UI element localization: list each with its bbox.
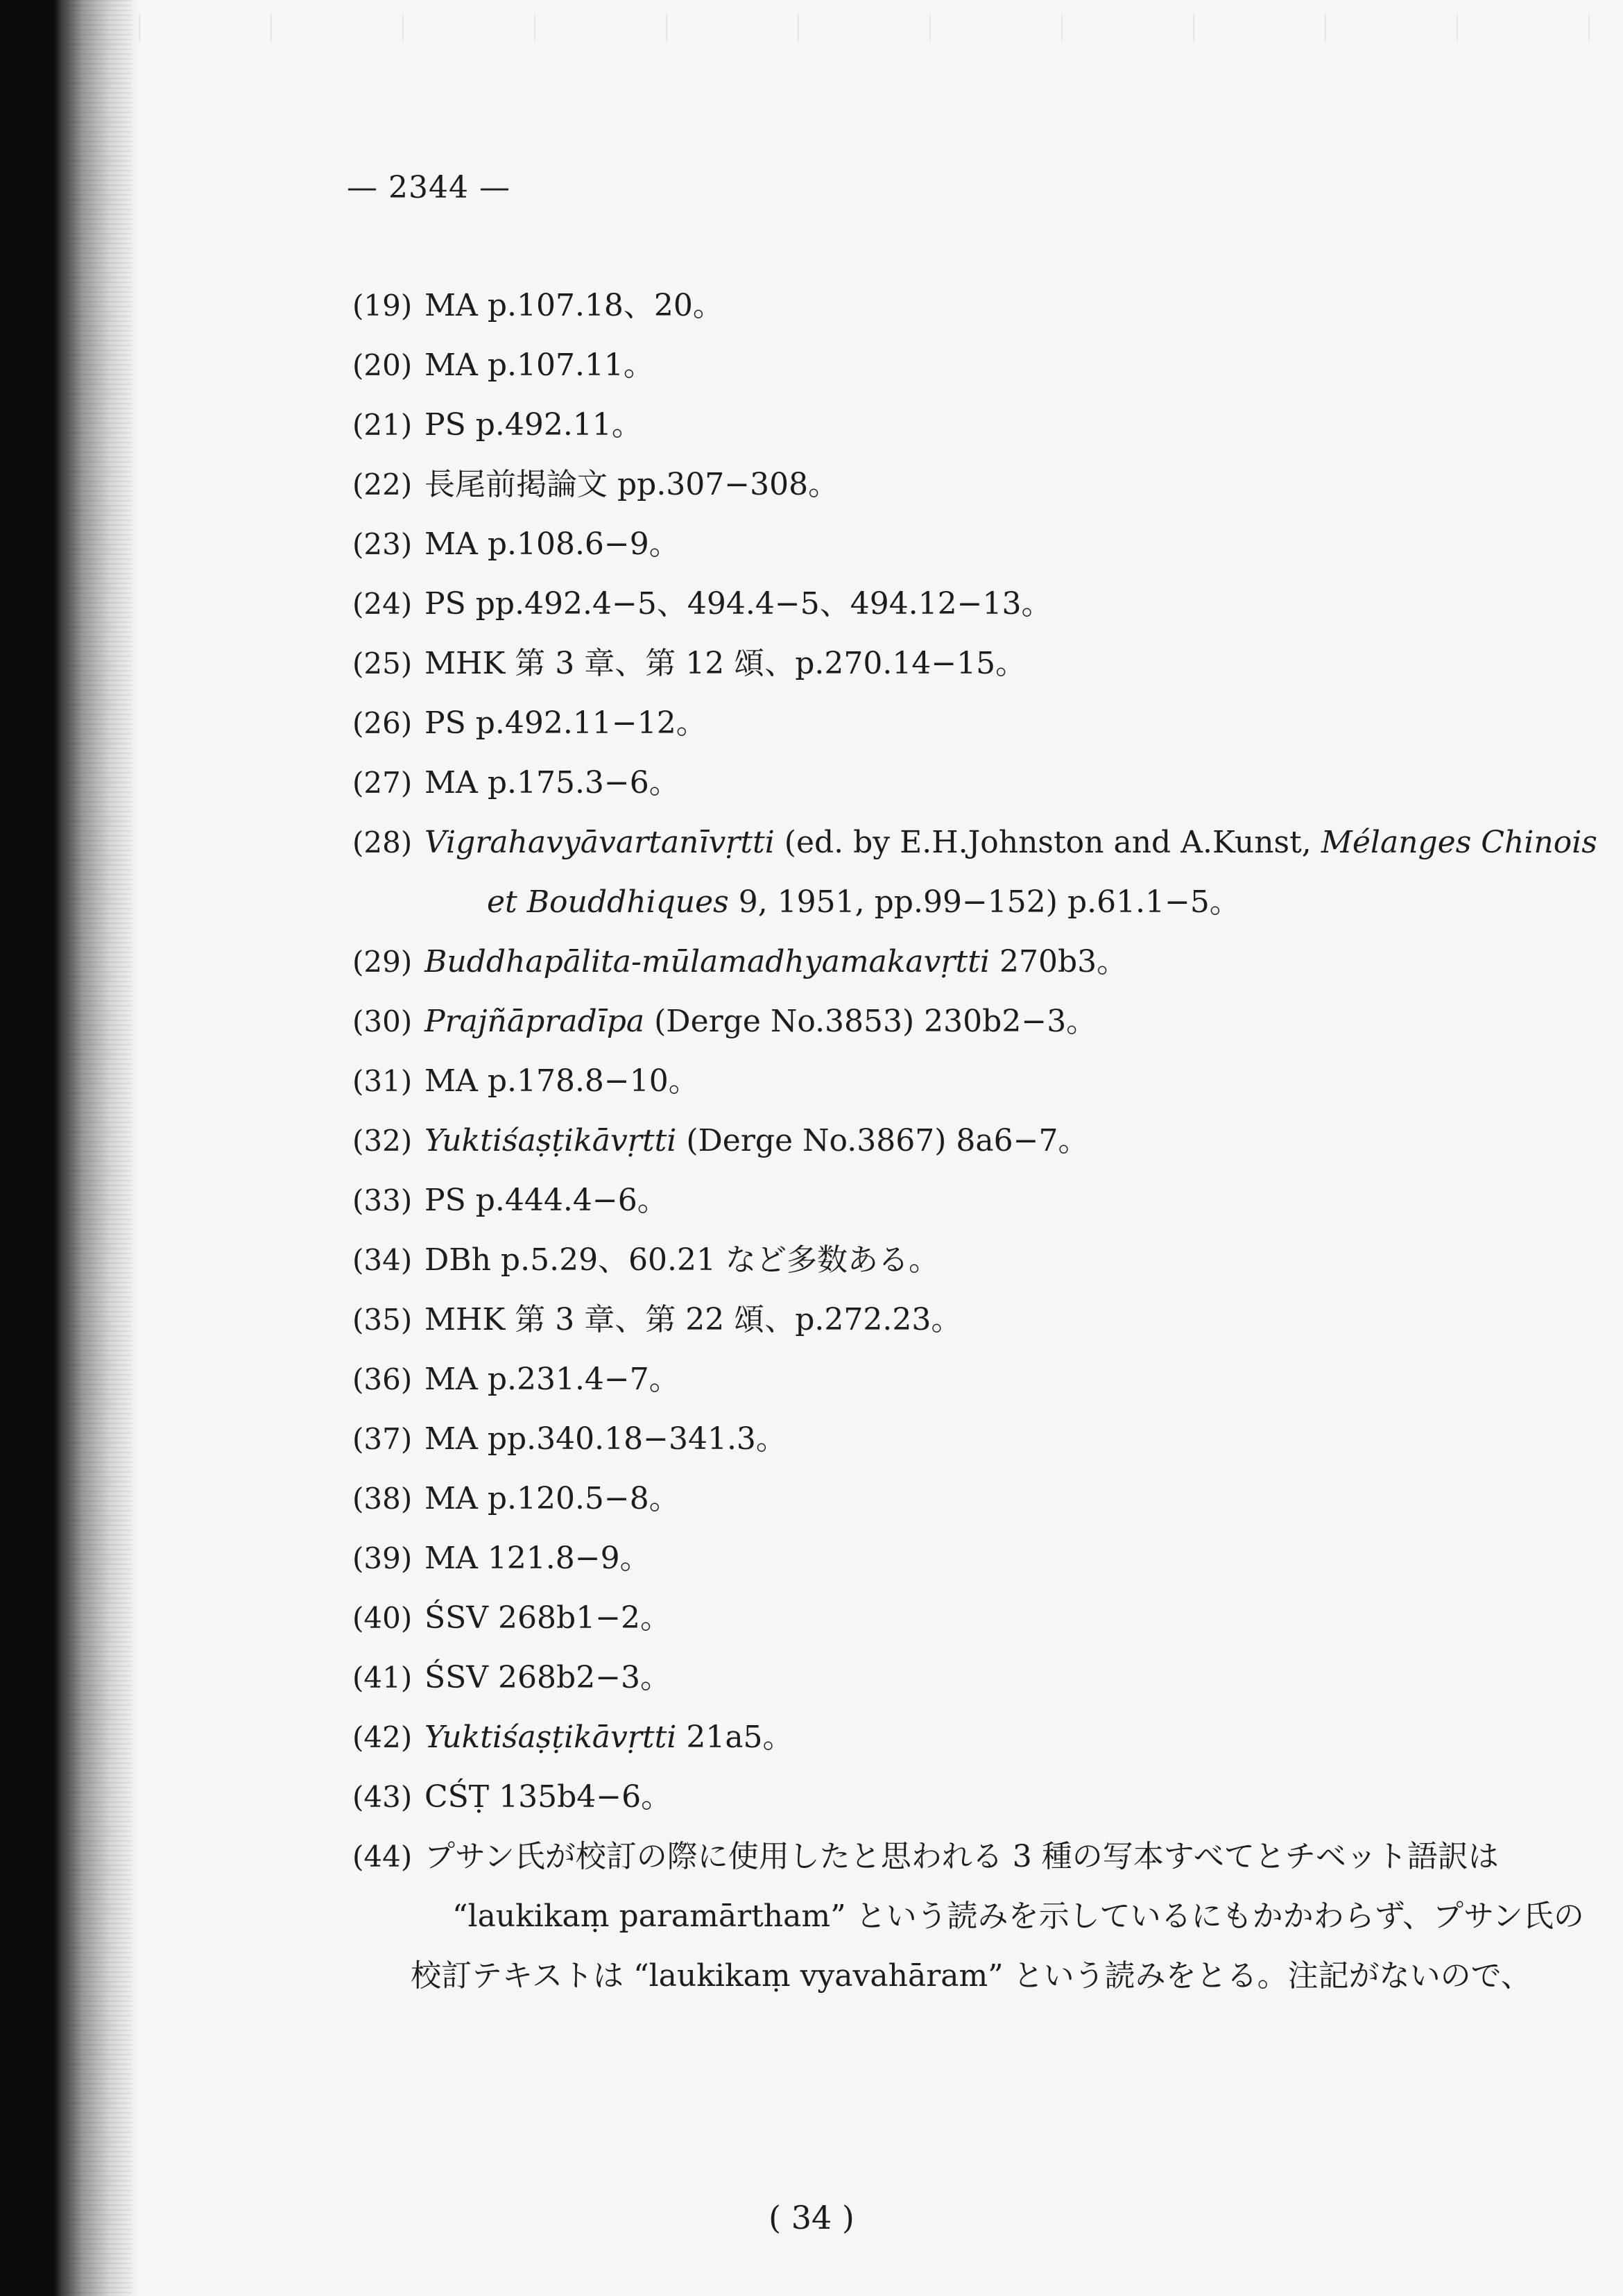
- endnote-item: [352, 992, 1566, 1052]
- endnote-text: [424, 276, 1566, 336]
- endnote-text: [424, 1410, 1566, 1469]
- italic-title: Yuktiśaṣṭikāvṛtti: [424, 1123, 677, 1158]
- citation-text: MA p.107.11。: [424, 348, 654, 383]
- citation-text: 21a5。: [676, 1720, 793, 1755]
- citation-text: MA pp.340.18−341.3。: [424, 1421, 787, 1457]
- endnote-number: (26): [352, 706, 413, 740]
- endnote-number: (19): [352, 289, 413, 323]
- endnote-text: [424, 813, 1597, 932]
- endnote-number: (24): [352, 587, 413, 621]
- endnote-item: [352, 1708, 1566, 1767]
- page-title: — 2344 —: [347, 170, 510, 205]
- endnote-number: (44): [352, 1840, 413, 1874]
- endnote-item: [352, 1588, 1566, 1648]
- endnote-text: [424, 1708, 1566, 1767]
- endnote-number: (40): [352, 1601, 413, 1635]
- endnote-item: [352, 694, 1566, 753]
- endnote-number: (21): [352, 408, 413, 442]
- footer-page-number: ( 34 ): [768, 2199, 855, 2236]
- citation-text: DBh p.5.29、60.21 など多数ある。: [424, 1242, 940, 1278]
- endnote-text: [424, 1231, 1566, 1290]
- citation-text: MHK 第 3 章、第 22 頌、p.272.23。: [424, 1302, 962, 1337]
- endnote-number: (20): [352, 348, 413, 382]
- citation-text: PS pp.492.4−5、494.4−5、494.12−13。: [424, 586, 1052, 622]
- endnote-item: [352, 1171, 1566, 1231]
- endnote-number: (27): [352, 766, 413, 800]
- endnote-number: (36): [352, 1362, 413, 1396]
- endnote-item: [352, 1529, 1566, 1588]
- citation-text: PS p.444.4−6。: [424, 1183, 668, 1218]
- endnote-item: [352, 515, 1566, 574]
- endnote-item: [352, 1827, 1584, 2006]
- citation-text: MHK 第 3 章、第 12 頌、p.270.14−15。: [424, 646, 1027, 681]
- italic-title: Yuktiśaṣṭikāvṛtti: [424, 1720, 677, 1755]
- endnote-text: [424, 932, 1566, 992]
- endnote-item: [352, 1231, 1566, 1290]
- endnote-item: [352, 1648, 1566, 1708]
- citation-text: (ed. by E.H.Johnston and A.Kunst,: [774, 825, 1321, 860]
- endnote-number: (43): [352, 1780, 413, 1814]
- endnote-text: [424, 1529, 1566, 1588]
- italic-title: Buddhapālita-mūlamadhyamakavṛtti: [424, 944, 990, 979]
- citation-text: (Derge No.3867) 8a6−7。: [676, 1123, 1089, 1158]
- endnote-item: [352, 1052, 1566, 1111]
- endnote-number: (30): [352, 1004, 413, 1038]
- endnote-text: [424, 574, 1566, 634]
- citation-text: MA 121.8−9。: [424, 1541, 651, 1576]
- endnote-number: (39): [352, 1541, 413, 1575]
- endnote-number: (34): [352, 1243, 413, 1277]
- endnote-text: [424, 1111, 1566, 1171]
- endnote-text: [424, 336, 1566, 395]
- endnote-item: [352, 753, 1566, 813]
- citation-text: MA p.231.4−7。: [424, 1362, 680, 1397]
- endnote-text: [424, 634, 1566, 694]
- endnote-text: [424, 694, 1566, 753]
- endnote-item: [352, 813, 1597, 932]
- endnote-item: [352, 634, 1566, 694]
- endnote-item: [352, 574, 1566, 634]
- endnote-text: [424, 1648, 1566, 1708]
- citation-text: PS p.492.11。: [424, 407, 642, 443]
- endnote-number: (32): [352, 1124, 413, 1158]
- endnote-text: [424, 455, 1566, 515]
- citation-text: MA p.175.3−6。: [424, 765, 680, 800]
- endnote-number: (22): [352, 468, 413, 502]
- endnote-item: [352, 1111, 1566, 1171]
- endnote-item: [352, 1410, 1566, 1469]
- scan-top-specks: [139, 14, 1595, 42]
- citation-text: MA p.178.8−10。: [424, 1063, 699, 1099]
- citation-text: ŚSV 268b1−2。: [424, 1600, 671, 1636]
- citation-text: ŚSV 268b2−3。: [424, 1660, 671, 1695]
- endnote-number: (41): [352, 1661, 413, 1695]
- endnote-text: [424, 992, 1566, 1052]
- italic-title: Vigrahavyāvartanīvṛtti: [424, 825, 775, 860]
- endnote-number: (35): [352, 1303, 413, 1337]
- endnote-text: [424, 1052, 1566, 1111]
- italic-title: Prajñāpradīpa: [424, 1004, 645, 1039]
- endnote-text: [424, 1171, 1566, 1231]
- endnote-number: (25): [352, 646, 413, 680]
- citation-text: CŚṬ 135b4−6。: [424, 1779, 672, 1815]
- endnote-number: (33): [352, 1183, 413, 1217]
- endnote-continuation: [487, 873, 1597, 932]
- citation-text: 9, 1951, pp.99−152) p.61.1−5。: [728, 884, 1240, 920]
- endnote-item: [352, 395, 1566, 455]
- citation-text: 270b3。: [990, 944, 1128, 979]
- endnote-line: 校訂テキストは “laukikaṃ vyavahāram” という読みをとる。注記がないので、: [411, 1958, 1531, 1994]
- scan-binding-texture: [62, 0, 132, 2296]
- endnote-number: (29): [352, 945, 413, 979]
- citation-text: MA p.107.18、20。: [424, 288, 723, 323]
- citation-text: MA p.108.6−9。: [424, 526, 680, 562]
- endnote-text: [424, 1290, 1566, 1350]
- italic-title: Mélanges Chinois: [1321, 825, 1597, 860]
- endnote-item: [352, 455, 1566, 515]
- endnote-item: [352, 1469, 1566, 1529]
- endnote-number: (37): [352, 1422, 413, 1456]
- endnote-item: [352, 276, 1566, 336]
- endnote-number: (42): [352, 1720, 413, 1754]
- endnote-number: (38): [352, 1482, 413, 1516]
- endnote-number: (31): [352, 1064, 413, 1098]
- endnote-text: [424, 753, 1566, 813]
- endnote-item: [352, 336, 1566, 395]
- endnote-item: [352, 1350, 1566, 1410]
- citation-text: MA p.120.5−8。: [424, 1481, 680, 1516]
- endnote-item: [352, 1767, 1566, 1827]
- citation-text: PS p.492.11−12。: [424, 705, 707, 741]
- endnote-text: [411, 1827, 1584, 2006]
- endnote-text: [424, 395, 1566, 455]
- endnote-text: [424, 1767, 1566, 1827]
- endnote-line: “laukikaṃ paramārtham” という読みを示しているにもかかわらず、プサン氏の: [452, 1899, 1584, 1934]
- endnote-text: [424, 1469, 1566, 1529]
- citation-text: (Derge No.3853) 230b2−3。: [644, 1004, 1097, 1039]
- endnote-number: (23): [352, 527, 413, 561]
- endnotes-list: [352, 276, 1597, 2006]
- endnote-item: [352, 932, 1566, 992]
- endnote-line: プサン氏が校訂の際に使用したと思われる 3 種の写本すべてとチベット語訳は: [424, 1839, 1499, 1874]
- italic-title: et Bouddhiques: [487, 884, 729, 920]
- endnote-text: [424, 515, 1566, 574]
- endnote-text: [424, 1350, 1566, 1410]
- endnote-item: [352, 1290, 1566, 1350]
- endnote-number: (28): [352, 825, 413, 859]
- endnote-text: [424, 1588, 1566, 1648]
- citation-text: 長尾前掲論文 pp.307−308。: [424, 467, 839, 502]
